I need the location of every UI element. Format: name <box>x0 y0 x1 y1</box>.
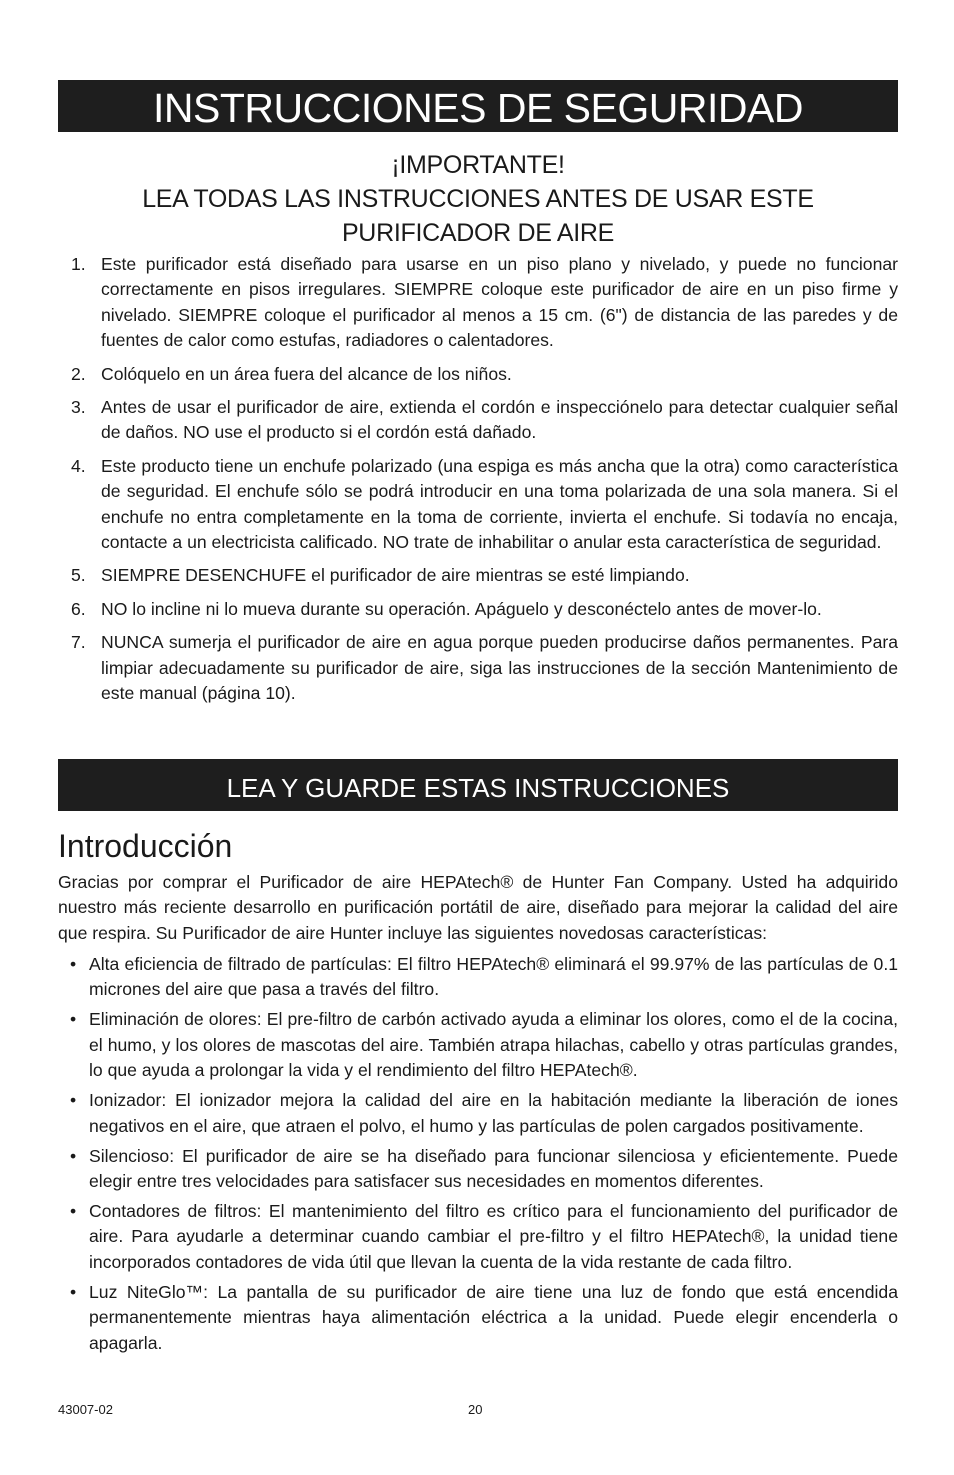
list-item <box>58 1144 898 1195</box>
item-text: Eliminación de olores: El pre-filtro de carbón activado ayuda a eliminar los olores, como el de la cocina, el humo, y los olores de mascotas del aire. También atrapa hilachas, cabello y otras partículas grandes, lo que ayuda a prolongar la vida y el rendimiento del filtro HEPAtech®. <box>89 1009 898 1081</box>
bullet: • <box>70 1009 77 1030</box>
item-text: Colóquelo en un área fuera del alcance de los niños. <box>101 363 512 384</box>
bullet: • <box>70 1145 77 1166</box>
item-text: Este purificador está diseñado para usarse en un piso plano y nivelado, y puede no funcionar correctamente en pisos irregulares. SIEMPRE coloque este purificador de aire en un piso firme y nivelado. SIEMPRE coloque el purificador al menos a 15 cm. (6") de distancia de las paredes y de fuentes de calor como estufas, radiadores o calentadores. <box>101 254 898 351</box>
document-code: 43007-02 <box>58 1402 113 1417</box>
bullet: • <box>70 954 77 974</box>
list-item <box>58 952 898 1003</box>
save-instructions-label: LEA Y GUARDE ESTAS INSTRUCCIONES <box>226 773 730 803</box>
item-text: Silencioso: El purificador de aire se ha diseñado para funcionar silenciosa y eficientemente. Puede elegir entre tres velocidades para satisfacer sus necesidades en momentos diferentes. <box>89 1145 898 1192</box>
list-item <box>58 252 898 354</box>
item-text: Este producto tiene un enchufe polarizado (una espiga es más ancha que la otra) como característica de seguridad. El enchufe sólo se podrá introducir en una toma polarizada de una sola manera. Si el enchufe no entra completamente en la toma de corriente, invierta el enchufe. Si todavía no encaja, contacte a un electricista calificado. NO trate de inhabilitar o anular esta característica de seguridad. <box>101 455 898 553</box>
item-text: Contadores de filtros: El mantenimiento del filtro es crítico para el funcionamiento del purificador de aire. Para ayudarle a determinar cuando cambiar el pre-filtro y el filtro HEPAtech®, la unidad tiene incorporados contadores de vida útil que llevan la cuenta de la vida restante de cada filtro. <box>89 1201 898 1272</box>
important-line-3: PURIFICADOR DE AIRE <box>341 219 615 247</box>
item-text: Antes de usar el purificador de aire, extienda el cordón e inspecciónelo para detectar cualquier señal de daños. NO use el producto si el cordón está dañado. <box>101 397 898 443</box>
important-line-2: LEA TODAS LAS INSTRUCCIONES ANTES DE USAR ESTE <box>142 185 814 213</box>
intro-paragraph: Gracias por comprar el Purificador de aire HEPAtech® de Hunter Fan Company. Usted ha adquirido nuestro más reciente desarrollo en purificación portátil de aire, diseñado para mejorar la calidad del aire que respira. Su Purificador de aire Hunter incluye las siguientes novedosas características: <box>58 872 898 943</box>
section-heading: Introducción <box>58 828 233 864</box>
safety-rules-list <box>58 252 898 715</box>
list-item <box>58 362 898 387</box>
save-instructions-banner <box>58 759 898 811</box>
page-title: INSTRUCCIONES DE SEGURIDAD <box>153 85 803 131</box>
list-item <box>58 1280 898 1356</box>
item-text: Luz NiteGlo™: La pantalla de su purificador de aire tiene una luz de fondo que está encendida permanentemente mientras haya alimentación eléctrica a la unidad. Puede elegir encenderla o apagarla. <box>89 1281 898 1353</box>
list-item <box>58 1199 898 1275</box>
item-number: 7. <box>71 632 86 653</box>
bullet: • <box>70 1281 77 1302</box>
features-list <box>58 952 898 1361</box>
item-text: Ionizador: El ionizador mejora la calidad del aire en la habitación mediante la liberación de iones negativos en el aire, que atraen el polvo, el humo y las partículas de polen cargados positivamente. <box>89 1090 898 1136</box>
list-item <box>58 1088 898 1139</box>
list-item <box>58 454 898 556</box>
list-item <box>58 630 898 706</box>
list-item <box>58 1007 898 1083</box>
item-text: Alta eficiencia de filtrado de partículas: El filtro HEPAtech® eliminará el 99.97% de las partículas de 0.1 micrones del aire que pasa a través del filtro. <box>89 954 898 1000</box>
item-number: 3. <box>71 397 86 418</box>
item-number: 2. <box>71 363 86 384</box>
important-line-1: ¡IMPORTANTE! <box>391 151 565 179</box>
item-number: 1. <box>71 254 86 274</box>
item-number: 5. <box>71 565 86 586</box>
item-number: 6. <box>71 598 86 619</box>
page-number: 20 <box>468 1402 483 1417</box>
list-item <box>58 597 898 622</box>
item-text: SIEMPRE DESENCHUFE el purificador de aire mientras se esté limpiando. <box>101 565 690 586</box>
important-notice <box>58 148 898 250</box>
item-text: NUNCA sumerja el purificador de aire en agua porque pueden producirse daños permanentes. Para limpiar adecuadamente su purificador de aire, siga las instrucciones de la sección Mantenimiento de este manual (página 10). <box>101 632 898 704</box>
item-number: 4. <box>71 455 86 476</box>
bullet: • <box>70 1090 77 1111</box>
bullet: • <box>70 1201 77 1222</box>
list-item <box>58 395 898 446</box>
item-text: NO lo incline ni lo mueva durante su operación. Apáguelo y desconéctelo antes de mover-lo. <box>101 598 822 619</box>
list-item <box>58 563 898 588</box>
title-banner <box>58 80 898 132</box>
